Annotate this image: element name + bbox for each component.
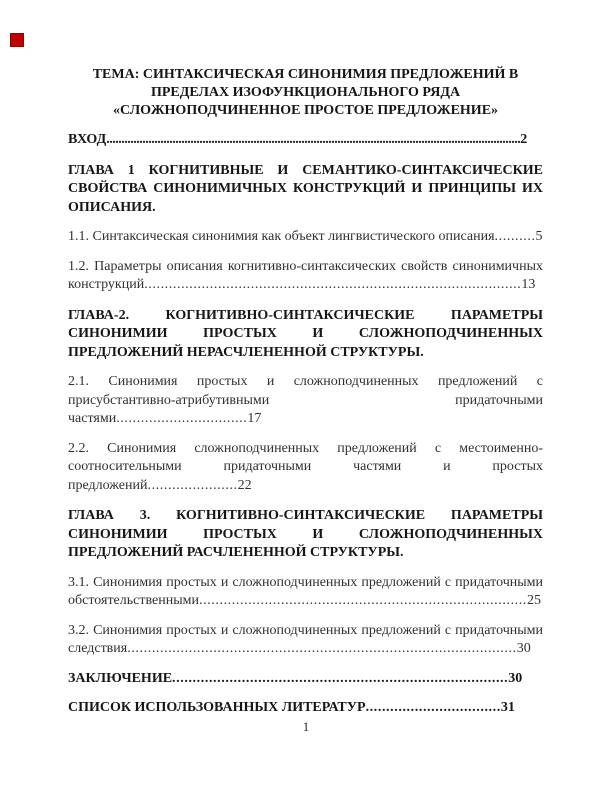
- dot-leader: ............................................................................................: [144, 277, 522, 292]
- red-marker-square: [10, 33, 24, 47]
- dot-leader: ...............................................................................................: [127, 641, 517, 656]
- toc-entry-text: 3.2. Синонимия простых и сложноподчиненных предложений с придаточными следствия: [68, 622, 543, 656]
- toc-page-number: 30: [508, 670, 523, 686]
- page-number: 1: [302, 720, 310, 734]
- document-title: ТЕМА: СИНТАКСИЧЕСКАЯ СИНОНИМИЯ ПРЕДЛОЖЕНИЙ В ПРЕДЕЛАХ ИЗОФУНКЦИОНАЛЬНОГО РЯДА «СЛОЖНОПОДЧИНЕННОЕ ПРОСТОЕ ПРЕДЛОЖЕНИЕ»: [92, 67, 519, 118]
- toc-entry-introduction: [68, 131, 543, 150]
- dot-leader: .................................: [365, 700, 501, 715]
- toc-page-number: 25: [526, 593, 541, 608]
- toc-heading-chapter-3: ГЛАВА 3. КОГНИТИВНО-СИНТАКСИЧЕСКИЕ ПАРАМЕТРЫ СИНОНИМИИ ПРОСТЫХ И СЛОЖНОПОДЧИНЕННЫХ ПРЕДЛОЖЕНИЙ РАСЧЛЕНЕННОЙ СТРУКТУРЫ.: [68, 508, 543, 560]
- toc-heading-chapter-2: ГЛАВА-2. КОГНИТИВНО-СИНТАКСИЧЕСКИЕ ПАРАМЕТРЫ СИНОНИМИИ ПРОСТЫХ И СЛОЖНОПОДЧИНЕННЫХ ПРЕДЛОЖЕНИЙ НЕРАСЧЛЕНЕННОЙ СТРУКТУРЫ.: [68, 307, 543, 360]
- toc-page-number: 22: [237, 477, 252, 493]
- toc-entry-2-2: [68, 440, 543, 496]
- toc-entry-text: ВХОД: [68, 132, 107, 147]
- dot-leader: ................................: [116, 411, 248, 426]
- table-of-contents: [68, 66, 543, 718]
- toc-page-number: 30: [516, 641, 531, 656]
- toc-page-number: 17: [247, 411, 262, 426]
- toc-entry-text: 2.1. Синонимия простых и сложноподчиненных предложений с присубстантивно-атрибутивными придаточными частями: [68, 374, 543, 426]
- toc-entry-text: СПИСОК ИСПОЛЬЗОВАННЫХ ЛИТЕРАТУР: [68, 700, 366, 715]
- dot-leader: ..................................................................................: [172, 670, 509, 686]
- toc-entry-text: ЗАКЛЮЧЕНИЕ: [68, 670, 173, 686]
- toc-entry-1-1: [68, 228, 543, 247]
- dot-leader: ......................: [147, 477, 238, 493]
- toc-entry-text: 2.2. Синонимия сложноподчиненных предложений с местоименно-соотносительными придаточными частями и простых предложений: [68, 440, 543, 493]
- toc-entry-3-2: [68, 622, 543, 659]
- toc-entry-bibliography: [68, 699, 543, 718]
- toc-entry-1-2: [68, 258, 543, 295]
- toc-page-number: 5: [535, 229, 543, 244]
- toc-entry-conclusion: [68, 670, 543, 689]
- toc-heading-chapter-1: ГЛАВА 1 КОГНИТИВНЫЕ И СЕМАНТИКО-СИНТАКСИЧЕСКИЕ СВОЙСТВА СИНОНИМИЧНЫХ КОНСТРУКЦИЙ И ПРИНЦИПЫ ИХ ОПИСАНИЯ.: [68, 162, 543, 215]
- toc-entry-text: 1.1. Синтаксическая синонимия как объект лингвистического описания: [68, 229, 495, 244]
- dot-leader: ..........: [494, 229, 536, 244]
- toc-page-number: 13: [521, 277, 536, 292]
- dot-leader: ..........................................................................................................................................: [106, 132, 521, 147]
- toc-page-number: 2: [520, 132, 528, 147]
- toc-page-number: 31: [500, 700, 515, 715]
- dot-leader: ................................................................................: [198, 593, 527, 608]
- toc-entry-text: 1.2. Параметры описания когнитивно-синтаксических свойств синонимичных конструкций: [68, 258, 543, 292]
- toc-entry-2-1: [68, 373, 543, 429]
- toc-entry-text: 3.1. Синонимия простых и сложноподчиненных предложений с придаточными обстоятельственными: [68, 574, 543, 608]
- toc-entry-3-1: [68, 574, 543, 611]
